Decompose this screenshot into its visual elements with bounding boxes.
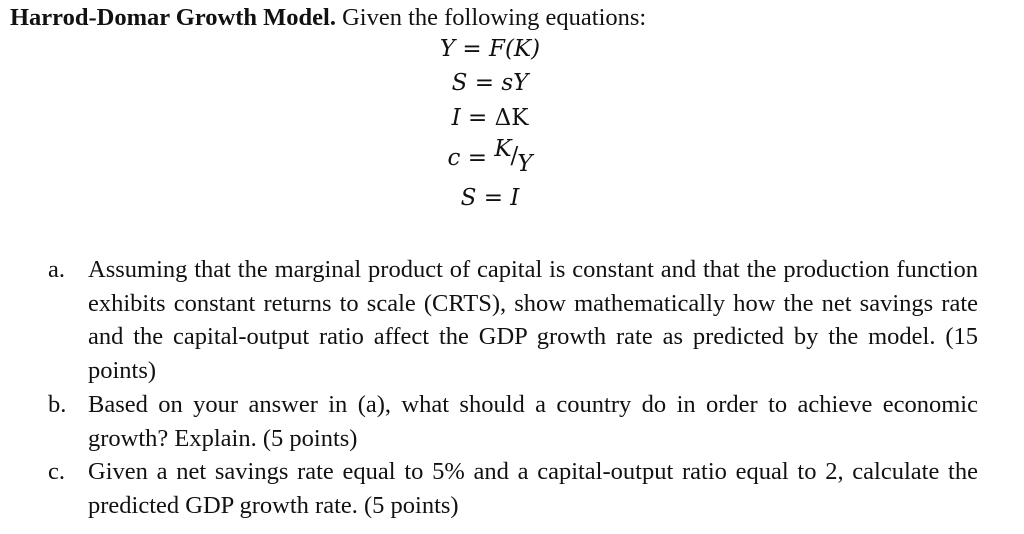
question-label: a. — [48, 256, 65, 283]
equation-lhs: I — [451, 105, 461, 131]
question-item — [48, 388, 978, 455]
equation-operator: = — [462, 36, 482, 62]
equation-lhs: S — [451, 70, 468, 96]
equation-lhs: c — [447, 145, 461, 171]
question-list — [48, 253, 978, 523]
equation-lhs: S — [460, 185, 477, 211]
question-item — [48, 455, 978, 522]
problem-intro: Given the following equations: — [335, 4, 647, 31]
equation-output — [0, 36, 980, 62]
question-text: Based on your answer in (a), what should a country do in order to achieve economic growth? Explain. (5 points) — [88, 390, 978, 452]
problem-title: Harrod-Domar Growth Model. — [10, 4, 336, 31]
equation-operator: = — [474, 70, 495, 96]
problem-header — [10, 4, 646, 32]
equation-capital-output-ratio — [0, 136, 980, 177]
equation-equilibrium — [0, 185, 980, 211]
equation-operator: = — [483, 185, 503, 211]
equation-rhs: ΔK — [494, 105, 529, 131]
equation-investment — [0, 105, 980, 131]
equation-rhs: I — [510, 185, 520, 211]
equation-rhs: F(K) — [489, 36, 541, 62]
question-text: Given a net savings rate equal to 5% and a capital-output ratio equal to 2, calculate the predicted GDP growth rate. (5 points) — [88, 458, 978, 519]
fraction-slash: / — [510, 143, 519, 169]
equation-operator: = — [468, 105, 488, 131]
question-text: Assuming that the marginal product of capital is constant and that the production function exhibits constant returns to scale (CRTS), show mathematically how the net savings rate and the capital-output ratio affect the GDP growth rate as predicted by the model. (15 points) — [88, 256, 978, 385]
equation-rhs: sY — [501, 70, 529, 96]
fraction-denominator: Y — [517, 151, 533, 177]
equation-savings — [0, 70, 980, 96]
question-label: c. — [48, 458, 65, 486]
equation-operator: = — [467, 145, 488, 171]
equation-lhs: Y — [439, 36, 456, 62]
question-item — [48, 253, 978, 388]
question-label: b. — [48, 390, 67, 418]
fraction-numerator: K — [494, 136, 512, 162]
